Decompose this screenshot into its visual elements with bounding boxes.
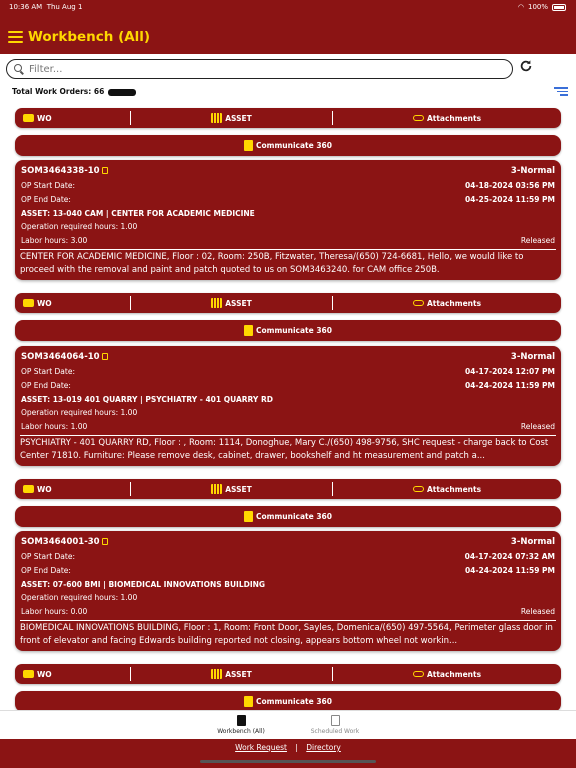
status-badge: Released [520,607,555,616]
paperclip-icon [413,671,424,677]
asset-label: ASSET: 13-040 CAM | CENTER FOR ACADEMIC MEDICINE [21,209,255,218]
status-badge: Released [520,236,555,245]
wifi-icon: ◠ [517,3,524,11]
calendar-icon [331,715,340,726]
asset-label: ASSET: 07-600 BMI | BIOMEDICAL INNOVATIONS BUILDING [21,580,266,589]
wo-button[interactable]: WO [15,670,130,679]
battery-percent: 100% [527,3,548,11]
attachments-button[interactable]: Attachments [333,485,561,494]
footer: Work Request | Directory [0,739,576,768]
communicate-360-button[interactable]: Communicate 360 [15,691,561,710]
paperclip-icon [413,300,424,306]
paperclip-icon [413,115,424,121]
labor-hours: Labor hours: 0.00 [21,607,88,616]
tab-workbench-all[interactable]: Workbench (All) [196,715,286,735]
copy-icon[interactable] [102,167,108,174]
op-start-date: 04-17-2024 12:07 PM [464,367,555,376]
communicate-360-button[interactable]: Communicate 360 [15,320,561,341]
asset-button[interactable]: ASSET [131,669,332,679]
work-order-card[interactable]: SOM3464001-30 3-Normal OP Start Date: 04-17-2024 07:32 AM OP End Date: 04-24-2024 11:59 PM ASSET: 07-600 BMI | BIOMEDICAL INNOVATIONS BUILDING Operation required hours: 1.00 Labor hours: 0.00 Released BIOMEDICAL INNOVATIONS BUILDING, Floor : 1, Room: Front Door, Sayles, Domenica/(650) 497-5564, Perimeter glass door in front of elevator and facing Edwards building reported not closing, appears bottom wheel not workin... [15,531,561,651]
op-start-date: 04-17-2024 07:32 AM [464,552,555,561]
status-time: 10:36 AM Thu Aug 1 [9,3,83,11]
priority: 3-Normal [510,166,555,176]
tab-bar [0,710,576,739]
attachments-button[interactable]: Attachments [333,299,561,308]
labor-hours: Labor hours: 1.00 [21,422,88,431]
filter-field[interactable] [6,59,513,79]
asset-button[interactable]: ASSET [131,113,332,123]
op-end-date: 04-25-2024 11:59 PM [464,195,555,204]
status-badge: Released [520,422,555,431]
work-request-link[interactable]: Work Request [235,743,287,752]
paperclip-icon [413,486,424,492]
communicate-360-button[interactable]: Communicate 360 [15,135,561,156]
menu-icon[interactable] [8,31,23,43]
attachments-button[interactable]: Attachments [333,670,561,679]
description: PSYCHIATRY - 401 QUARRY RD, Floor : , Room: 1114, Donoghue, Mary C./(650) 498-9756, SHC request - charge back to Cost Center 71810. Furniture: Please remove desk, cabinet, drawer, bookshelf and ht measurement and patch a... [20,438,549,461]
app-bar [0,14,576,54]
directory-link[interactable]: Directory [306,743,341,752]
wo-button[interactable]: WO [15,114,130,123]
op-end-date: 04-24-2024 11:59 PM [464,381,555,390]
op-start-date: 04-18-2024 03:56 PM [464,181,555,190]
printer-icon [23,114,34,122]
attachments-button[interactable]: Attachments [333,114,561,123]
building-icon [211,298,222,308]
printer-icon [23,299,34,307]
action-bar [15,293,561,313]
building-icon [211,113,222,123]
search-row [0,54,576,84]
document-icon [244,696,253,707]
labor-hours: Labor hours: 3.00 [21,236,88,245]
printer-icon [23,485,34,493]
copy-icon[interactable] [102,353,108,360]
building-icon [211,669,222,679]
document-icon [244,325,253,336]
filter-input[interactable] [29,62,499,76]
total-work-orders: Total Work Orders: 66 [12,87,136,96]
battery-icon [552,4,566,11]
action-bar [15,664,561,684]
communicate-360-button[interactable]: Communicate 360 [15,506,561,527]
op-end-date: 04-24-2024 11:59 PM [464,566,555,575]
printer-icon [23,670,34,678]
home-indicator[interactable] [200,760,376,763]
description: CENTER FOR ACADEMIC MEDICINE, Floor : 02, Room: 250B, Fitzwater, Theresa/(650) 724-6681, Hello, we would like to proceed with the removal and paint and patch quoted to us on SOM3463240. for CAM office 250B. [20,252,524,275]
page-title: Workbench (All) [28,29,151,45]
description: BIOMEDICAL INNOVATIONS BUILDING, Floor : 1, Room: Front Door, Sayles, Domenica/(650) 497-5564, Perimeter glass door in front of elevator and facing Edwards building reported not closing, appears bottom wheel not workin... [20,623,553,646]
copy-icon[interactable] [102,538,108,545]
op-hours: Operation required hours: 1.00 [21,222,138,231]
work-order-number: SOM3464001-30 [21,537,100,547]
priority: 3-Normal [510,537,555,547]
op-hours: Operation required hours: 1.00 [21,593,138,602]
document-icon [244,140,253,151]
work-order-number: SOM3464064-10 [21,352,100,362]
action-bar [15,108,561,128]
document-icon [244,511,253,522]
book-icon [237,715,246,726]
work-order-number: SOM3464338-10 [21,166,100,176]
work-order-card[interactable]: SOM3464338-10 3-Normal OP Start Date: 04-18-2024 03:56 PM OP End Date: 04-25-2024 11:59 PM ASSET: 13-040 CAM | CENTER FOR ACADEMIC MEDICINE Operation required hours: 1.00 Labor hours: 3.00 Released CENTER FOR ACADEMIC MEDICINE, Floor : 02, Room: 250B, Fitzwater, Theresa/(650) 724-6681, Hello, we would like to proceed with the removal and paint and patch quoted to us on SOM3463240. for CAM office 250B. [15,160,561,280]
asset-button[interactable]: ASSET [131,298,332,308]
work-order-card[interactable]: SOM3464064-10 3-Normal OP Start Date: 04-17-2024 12:07 PM OP End Date: 04-24-2024 11:59 PM ASSET: 13-019 401 QUARRY | PSYCHIATRY - 401 QUARRY RD Operation required hours: 1.00 Labor hours: 1.00 Released PSYCHIATRY - 401 QUARRY RD, Floor : , Room: 1114, Donoghue, Mary C./(650) 498-9756, SHC request - charge back to Cost Center 71810. Furniture: Please remove desk, cabinet, drawer, bookshelf and ht measurement and patch a... [15,346,561,466]
work-order-list[interactable] [0,104,576,710]
refresh-icon[interactable] [519,59,533,73]
asset-label: ASSET: 13-019 401 QUARRY | PSYCHIATRY - 401 QUARRY RD [21,395,273,404]
op-hours: Operation required hours: 1.00 [21,408,138,417]
action-bar [15,479,561,499]
wo-button[interactable]: WO [15,485,130,494]
sort-icon[interactable] [554,87,568,97]
wo-button[interactable]: WO [15,299,130,308]
building-icon [211,484,222,494]
redaction [108,89,136,96]
search-icon [14,64,22,72]
priority: 3-Normal [510,352,555,362]
status-bar [0,0,576,14]
tab-scheduled-work[interactable]: Scheduled Work [290,715,380,735]
asset-button[interactable]: ASSET [131,484,332,494]
